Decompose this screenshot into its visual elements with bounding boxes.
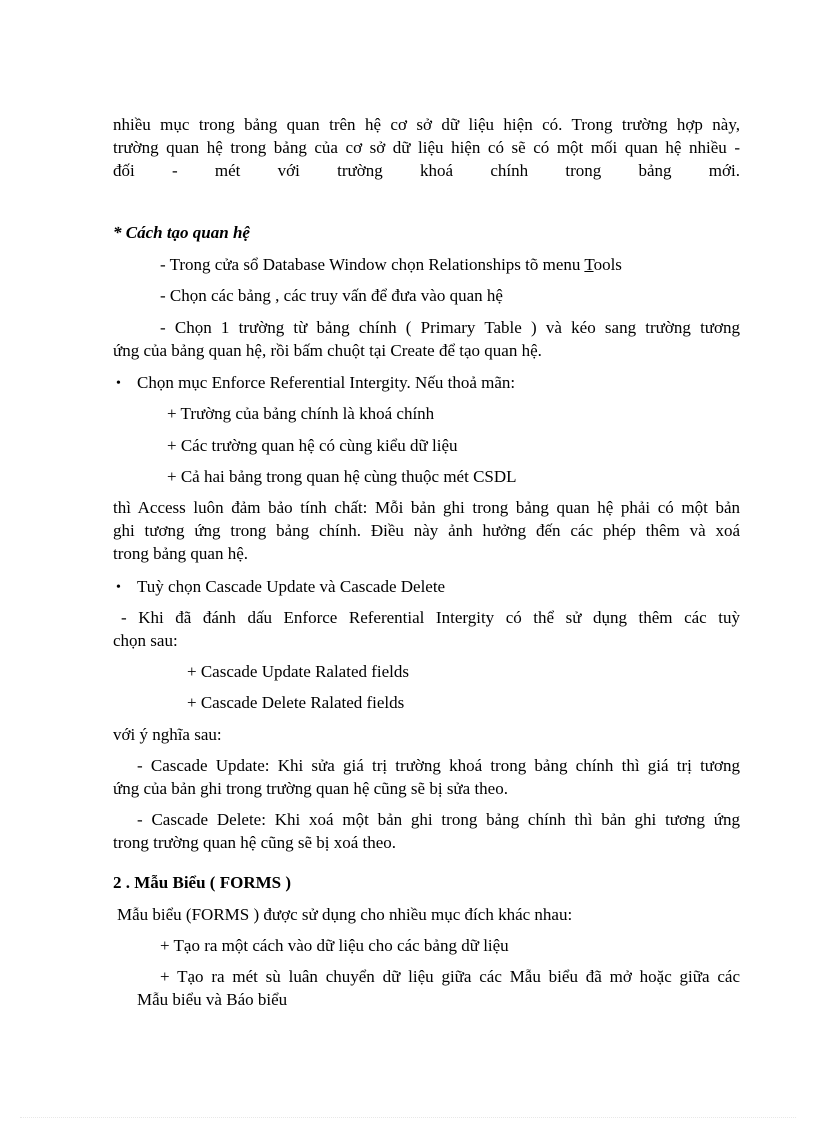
cascade-intro-line-1: - Khi đã đánh dấu Enforce Referential Intergity có thể sử dụng thêm các tuỳ: [121, 608, 740, 627]
intro-line-3: đối - mét với trường khoá chính trong bảng mới.: [113, 161, 740, 180]
cascade-delete-line-2: trong trường quan hệ cũng sẽ bị xoá theo.: [113, 833, 397, 852]
intro-line-1: nhiều mục trong bảng quan trên hệ cơ sở dữ liệu hiện có. Trong trường hợp này,: [113, 115, 740, 134]
enforce-condition-3: + Cả hai bảng trong quan hệ cùng thuộc mét CSDL: [167, 467, 517, 486]
create-step-3-line-2: ứng của bảng quan hệ, rồi bấm chuột tại Create để tạo quan hệ.: [113, 341, 542, 360]
cascade-option-update: + Cascade Update Ralated fields: [187, 662, 410, 681]
enforce-result-line-3: trong bảng quan hệ.: [113, 544, 249, 563]
bullet-icon: •: [116, 580, 121, 595]
bullet-icon: •: [116, 376, 121, 391]
enforce-condition-2: + Các trường quan hệ có cùng kiểu dữ liệu: [167, 436, 458, 455]
section-heading-forms: 2 . Mẫu Biểu ( FORMS ): [113, 873, 292, 892]
forms-item-2-line-2: Mẫu biểu và Báo biểu: [137, 990, 288, 1009]
section-heading-create-relationship: * Cách tạo quan hệ: [113, 223, 250, 242]
tools-menu-underlined-letter: T: [584, 255, 594, 274]
create-step-1-text: - Trong cửa sổ Database Window chọn Relationships tõ menu: [160, 255, 585, 274]
forms-intro: Mẫu biểu (FORMS ) được sử dụng cho nhiều mục đích khác nhau:: [117, 905, 573, 924]
bullet-cascade-label: Tuỳ chọn Cascade Update và Cascade Delete: [137, 577, 446, 596]
cascade-delete-line-1: - Cascade Delete: Khi xoá một bản ghi trong bảng chính thì bản ghi tương ứng: [137, 810, 740, 829]
intro-line-2: trường quan hệ trong bảng của cơ sở dữ liệu hiện có sẽ có một mối quan hệ nhiều -: [113, 138, 740, 157]
cascade-update-line-1: - Cascade Update: Khi sửa giá trị trường khoá trong bảng chính thì giá trị tương: [137, 756, 740, 775]
cascade-update-line-2: ứng của bản ghi trong trường quan hệ cũng sẽ bị sửa theo.: [113, 779, 508, 798]
forms-item-2-line-1: + Tạo ra mét sù luân chuyển dữ liệu giữa các Mẫu biểu đã mở hoặc giữa các: [160, 967, 740, 986]
create-step-3-line-1: - Chọn 1 trường từ bảng chính ( Primary Table ) và kéo sang trường tương: [160, 318, 740, 337]
enforce-result-line-2: ghi tương ứng trong bảng chính. Điều này ảnh hưởng đến các phép thêm và xoá: [113, 521, 740, 540]
enforce-result-line-1: thì Access luôn đảm bảo tính chất: Mỗi bản ghi trong bảng quan hệ phải có một bản: [113, 498, 740, 517]
create-step-1: [160, 253, 622, 276]
page-bottom-divider: [20, 1117, 796, 1118]
tools-menu-rest: ools: [593, 255, 622, 274]
cascade-option-delete: + Cascade Delete Ralated fields: [187, 693, 405, 712]
create-step-2: - Chọn các bảng , các truy vấn để đưa vào quan hệ: [160, 286, 503, 305]
enforce-condition-1: + Trường của bảng chính là khoá chính: [167, 404, 435, 423]
cascade-intro-line-2: chọn sau:: [113, 631, 178, 650]
bullet-enforce-label: Chọn mục Enforce Referential Intergity. Nếu thoả mãn:: [137, 373, 516, 392]
forms-item-1: + Tạo ra một cách vào dữ liệu cho các bảng dữ liệu: [160, 936, 509, 955]
cascade-meaning-label: với ý nghĩa sau:: [113, 725, 222, 744]
